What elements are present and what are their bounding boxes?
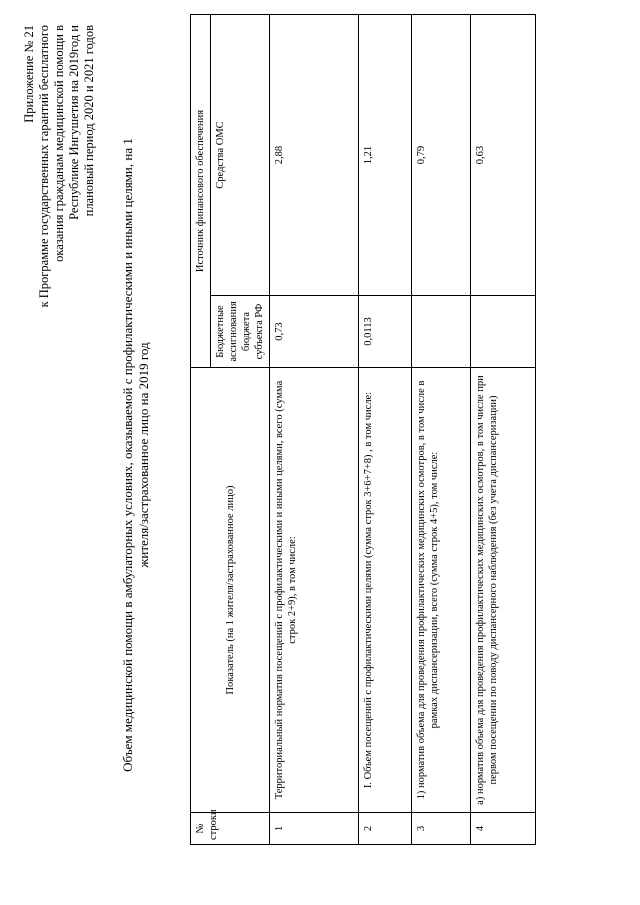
cell-indicator: Территориальный норматив посещений с профилактическими и иными целями, всего (сумма строк 2+9), в том числе: <box>270 368 359 813</box>
cell-oms: 2,88 <box>270 15 359 296</box>
table-row <box>359 15 412 845</box>
cell-row-no: 3 <box>412 813 471 845</box>
volume-table <box>190 14 536 845</box>
table-row <box>412 15 471 845</box>
title-line: жителя/застрахованное лицо на 2019 год <box>136 342 151 568</box>
cell-budget: 0,73 <box>270 296 359 368</box>
cell-row-no: 2 <box>359 813 412 845</box>
cell-row-no: 4 <box>471 813 536 845</box>
appendix-line: плановый период 2020 и 2021 годов <box>82 25 96 217</box>
cell-oms: 0,79 <box>412 15 471 296</box>
header-source: Источник финансового обеспечения <box>191 15 211 368</box>
appendix-line: Приложение № 21 <box>22 25 36 123</box>
table-row <box>270 15 359 845</box>
header-row-no: № строки <box>191 813 270 845</box>
appendix-note <box>22 25 97 345</box>
table-row <box>471 15 536 845</box>
cell-indicator: а) норматив объема для проведения профилактических медицинских осмотров, в том числе при первом посещении по поводу диспансерного наблюдения (без учета диспансеризации) <box>471 368 536 813</box>
cell-oms: 0,63 <box>471 15 536 296</box>
header-oms: Средства ОМС <box>211 15 270 296</box>
cell-indicator: I. Объем посещений с профилактическими целями (сумма строк 3+6+7+8) , в том числе: <box>359 368 412 813</box>
cell-row-no: 1 <box>270 813 359 845</box>
cell-budget <box>471 296 536 368</box>
cell-oms: 1,21 <box>359 15 412 296</box>
cell-budget: 0,0113 <box>359 296 412 368</box>
appendix-line: к Программе государственных гарантий бесплатного <box>37 25 51 308</box>
document-title <box>120 75 152 835</box>
appendix-line: оказания гражданам медицинской помощи в <box>52 25 66 262</box>
appendix-line: Республике Ингушетия на 2019год и <box>67 25 81 220</box>
cell-indicator: 1) норматив объема для проведения профилактических медицинских осмотров, в том числе в рамках диспансеризации, всего (сумма строк 4+5), том числе: <box>412 368 471 813</box>
cell-budget <box>412 296 471 368</box>
header-indicator: Показатель (на 1 жителя/застрахованное лицо) <box>191 368 270 813</box>
header-budget: Бюджетные ассигнования бюджета субъекта РФ <box>211 296 270 368</box>
title-line: Объем медицинской помощи в амбулаторных условиях, оказываемой с профилактическими и иными целями, на 1 <box>120 138 135 772</box>
